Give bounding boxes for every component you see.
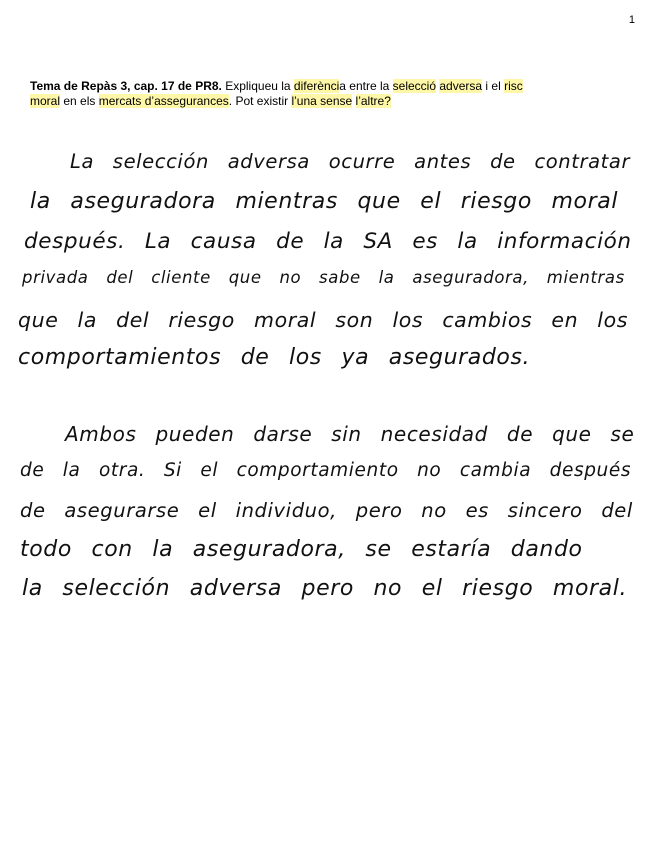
question-segment: en els: [60, 93, 99, 108]
answer-line: Ambos pueden darse sin necesidad de que se: [65, 422, 635, 446]
question-heading: Tema de Repàs 3, cap. 17 de PR8.: [30, 79, 222, 93]
question-segment: mercats d’assegurances: [98, 93, 229, 108]
question-segment: i el: [482, 79, 505, 93]
answer-line: de asegurarse el individuo, pero no es sincero del: [20, 499, 633, 522]
page-number: 1: [628, 14, 635, 26]
answer-line: privada del cliente que no sabe la aseguradora, mientras: [22, 268, 625, 287]
question-segment: . Pot existir: [228, 93, 292, 108]
question-segment: l’una sense: [291, 93, 353, 108]
answer-line: comportamientos de los ya asegurados.: [18, 345, 531, 370]
question-segment: a entre la: [339, 79, 393, 93]
question-segment: Expliqueu la: [221, 79, 294, 93]
answer-line: que la del riesgo moral son los cambios en los: [18, 308, 629, 332]
answer-line: la selección adversa pero no el riesgo moral.: [22, 576, 628, 601]
question-segment: diferènci: [293, 79, 340, 93]
answer-line: después. La causa de la SA es la información: [24, 229, 632, 254]
question-segment: adversa: [439, 79, 483, 93]
question-segment: risc moral: [30, 79, 523, 108]
answer-line: de la otra. Si el comportamiento no cambia después: [20, 460, 632, 481]
question-segment: l’altre?: [355, 93, 391, 108]
question-segment: selecció: [392, 79, 437, 93]
answer-line: todo con la aseguradora, se estaría dando: [20, 537, 583, 562]
answer-line: La selección adversa ocurre antes de contratar: [70, 150, 631, 173]
answer-line: la aseguradora mientras que el riesgo moral: [30, 189, 619, 214]
